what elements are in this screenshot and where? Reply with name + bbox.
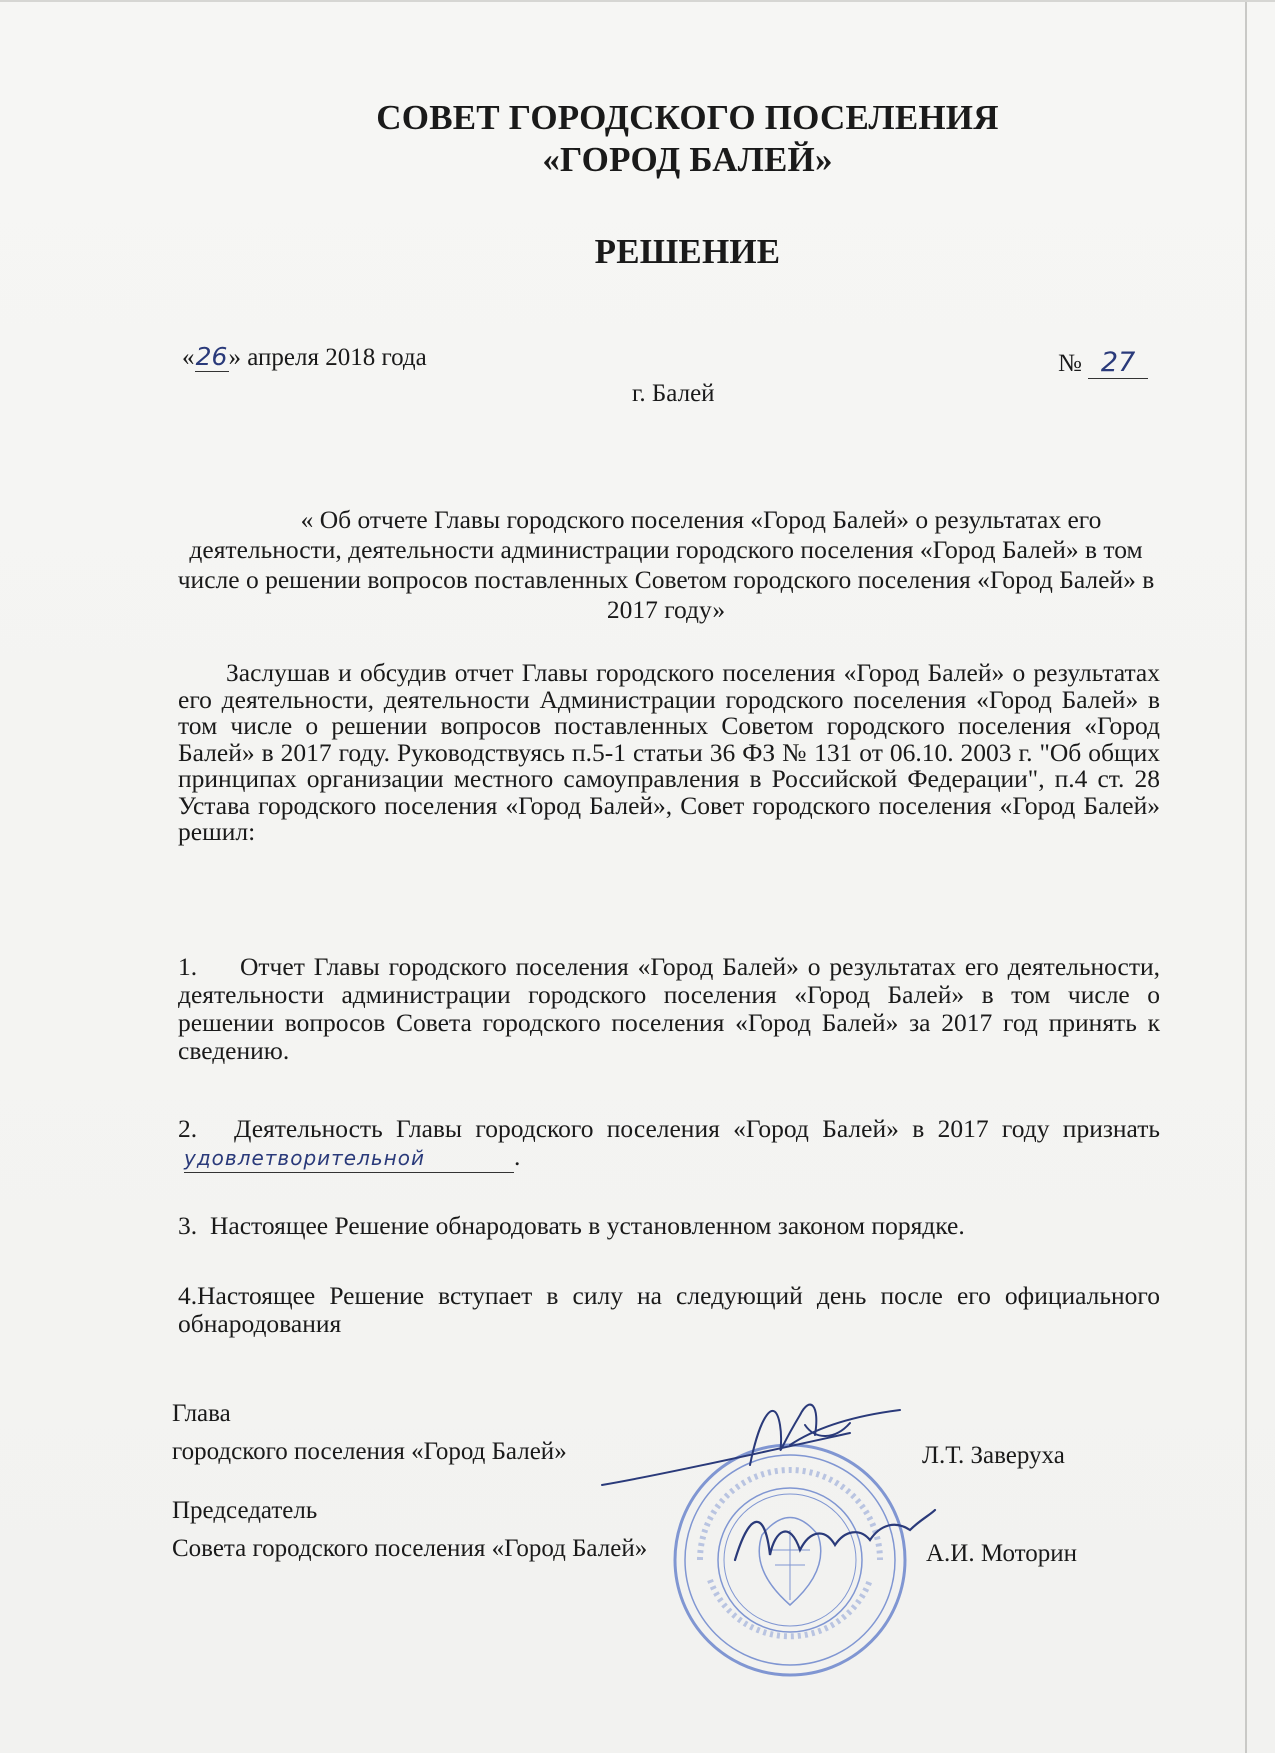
scan-edge-top: [0, 0, 1275, 2]
chair-title-line1: Председатель: [172, 1497, 318, 1524]
item-2-end: .: [514, 1142, 521, 1171]
item-1-number: 1.: [178, 952, 198, 981]
date-open-quote: «: [182, 344, 195, 371]
document-subject: « Об отчете Главы городского поселения «Город Балей» о результатах его деятельности, деятельности администрации городского поселения «Город Балей» в том числе о решении вопросов поставленных Советом городского поселения «Город Балей» в 2017 году»: [177, 505, 1155, 624]
item-1-text: Отчет Главы городского поселения «Город Балей» о результатах его деятельности, деятельности администрации городского поселения «Город Балей» в том числе о решении вопросов Совета городского поселения «Город Балей» за 2017 год принять к сведению.: [178, 952, 1160, 1065]
number-value: 27: [1088, 347, 1148, 379]
item-3-text: Настоящее Решение обнародовать в установленном законом порядке.: [210, 1211, 965, 1240]
item-2-handwritten-value: удовлетворительной: [184, 1144, 514, 1173]
org-name-line2: «ГОРОД БАЛЕЙ»: [542, 140, 833, 179]
decision-item-1: [178, 953, 1160, 1065]
head-name: Л.Т. Заверуха: [922, 1442, 1065, 1469]
head-signature: [600, 1385, 920, 1495]
chair-signature: [730, 1500, 940, 1580]
head-title-line1: Глава: [172, 1400, 231, 1427]
number-label: №: [1058, 350, 1082, 377]
item-3-number: 3.: [178, 1211, 198, 1240]
chair-name: А.И. Моторин: [926, 1540, 1077, 1567]
decision-item-2: [178, 1115, 1160, 1173]
item-2-text: Деятельность Главы городского поселения «Город Балей» в 2017 году признать: [234, 1114, 1160, 1143]
preamble-paragraph: Заслушав и обсудив отчет Главы городского поселения «Город Балей» о результатах его деятельности, деятельности Администрации городского поселения «Город Балей» в том числе о решении вопросов поставленных Советом городского поселения «Город Балей» в 2017 году. Руководствуясь п.5-1 статьи 36 ФЗ № 131 от 06.10. 2003 г. "Об общих принципах организации местного самоуправления в Российской Федерации", п.4 ст. 28 Устава городского поселения «Город Балей», Совет городского поселения «Город Балей» решил:: [178, 658, 1160, 846]
date-month-year: » апреля 2018 года: [228, 344, 427, 371]
document-date: [182, 342, 427, 372]
decision-item-4: [178, 1282, 1160, 1338]
document-place: г. Балей: [632, 380, 715, 407]
decision-item-3: [178, 1212, 1160, 1240]
item-2-number: 2.: [178, 1114, 198, 1143]
item-4-text: Настоящее Решение вступает в силу на следующий день после его официального обнародования: [178, 1281, 1160, 1338]
item-4-number: 4.: [178, 1281, 198, 1310]
head-title-line2: городского поселения «Город Балей»: [172, 1438, 567, 1465]
org-name-line1: СОВЕТ ГОРОДСКОГО ПОСЕЛЕНИЯ: [376, 98, 999, 137]
date-day: 26: [195, 342, 228, 371]
document-number: [1058, 347, 1148, 379]
document-type: РЕШЕНИЕ: [594, 232, 781, 271]
chair-title-line2: Совета городского поселения «Город Балей»: [172, 1535, 648, 1562]
